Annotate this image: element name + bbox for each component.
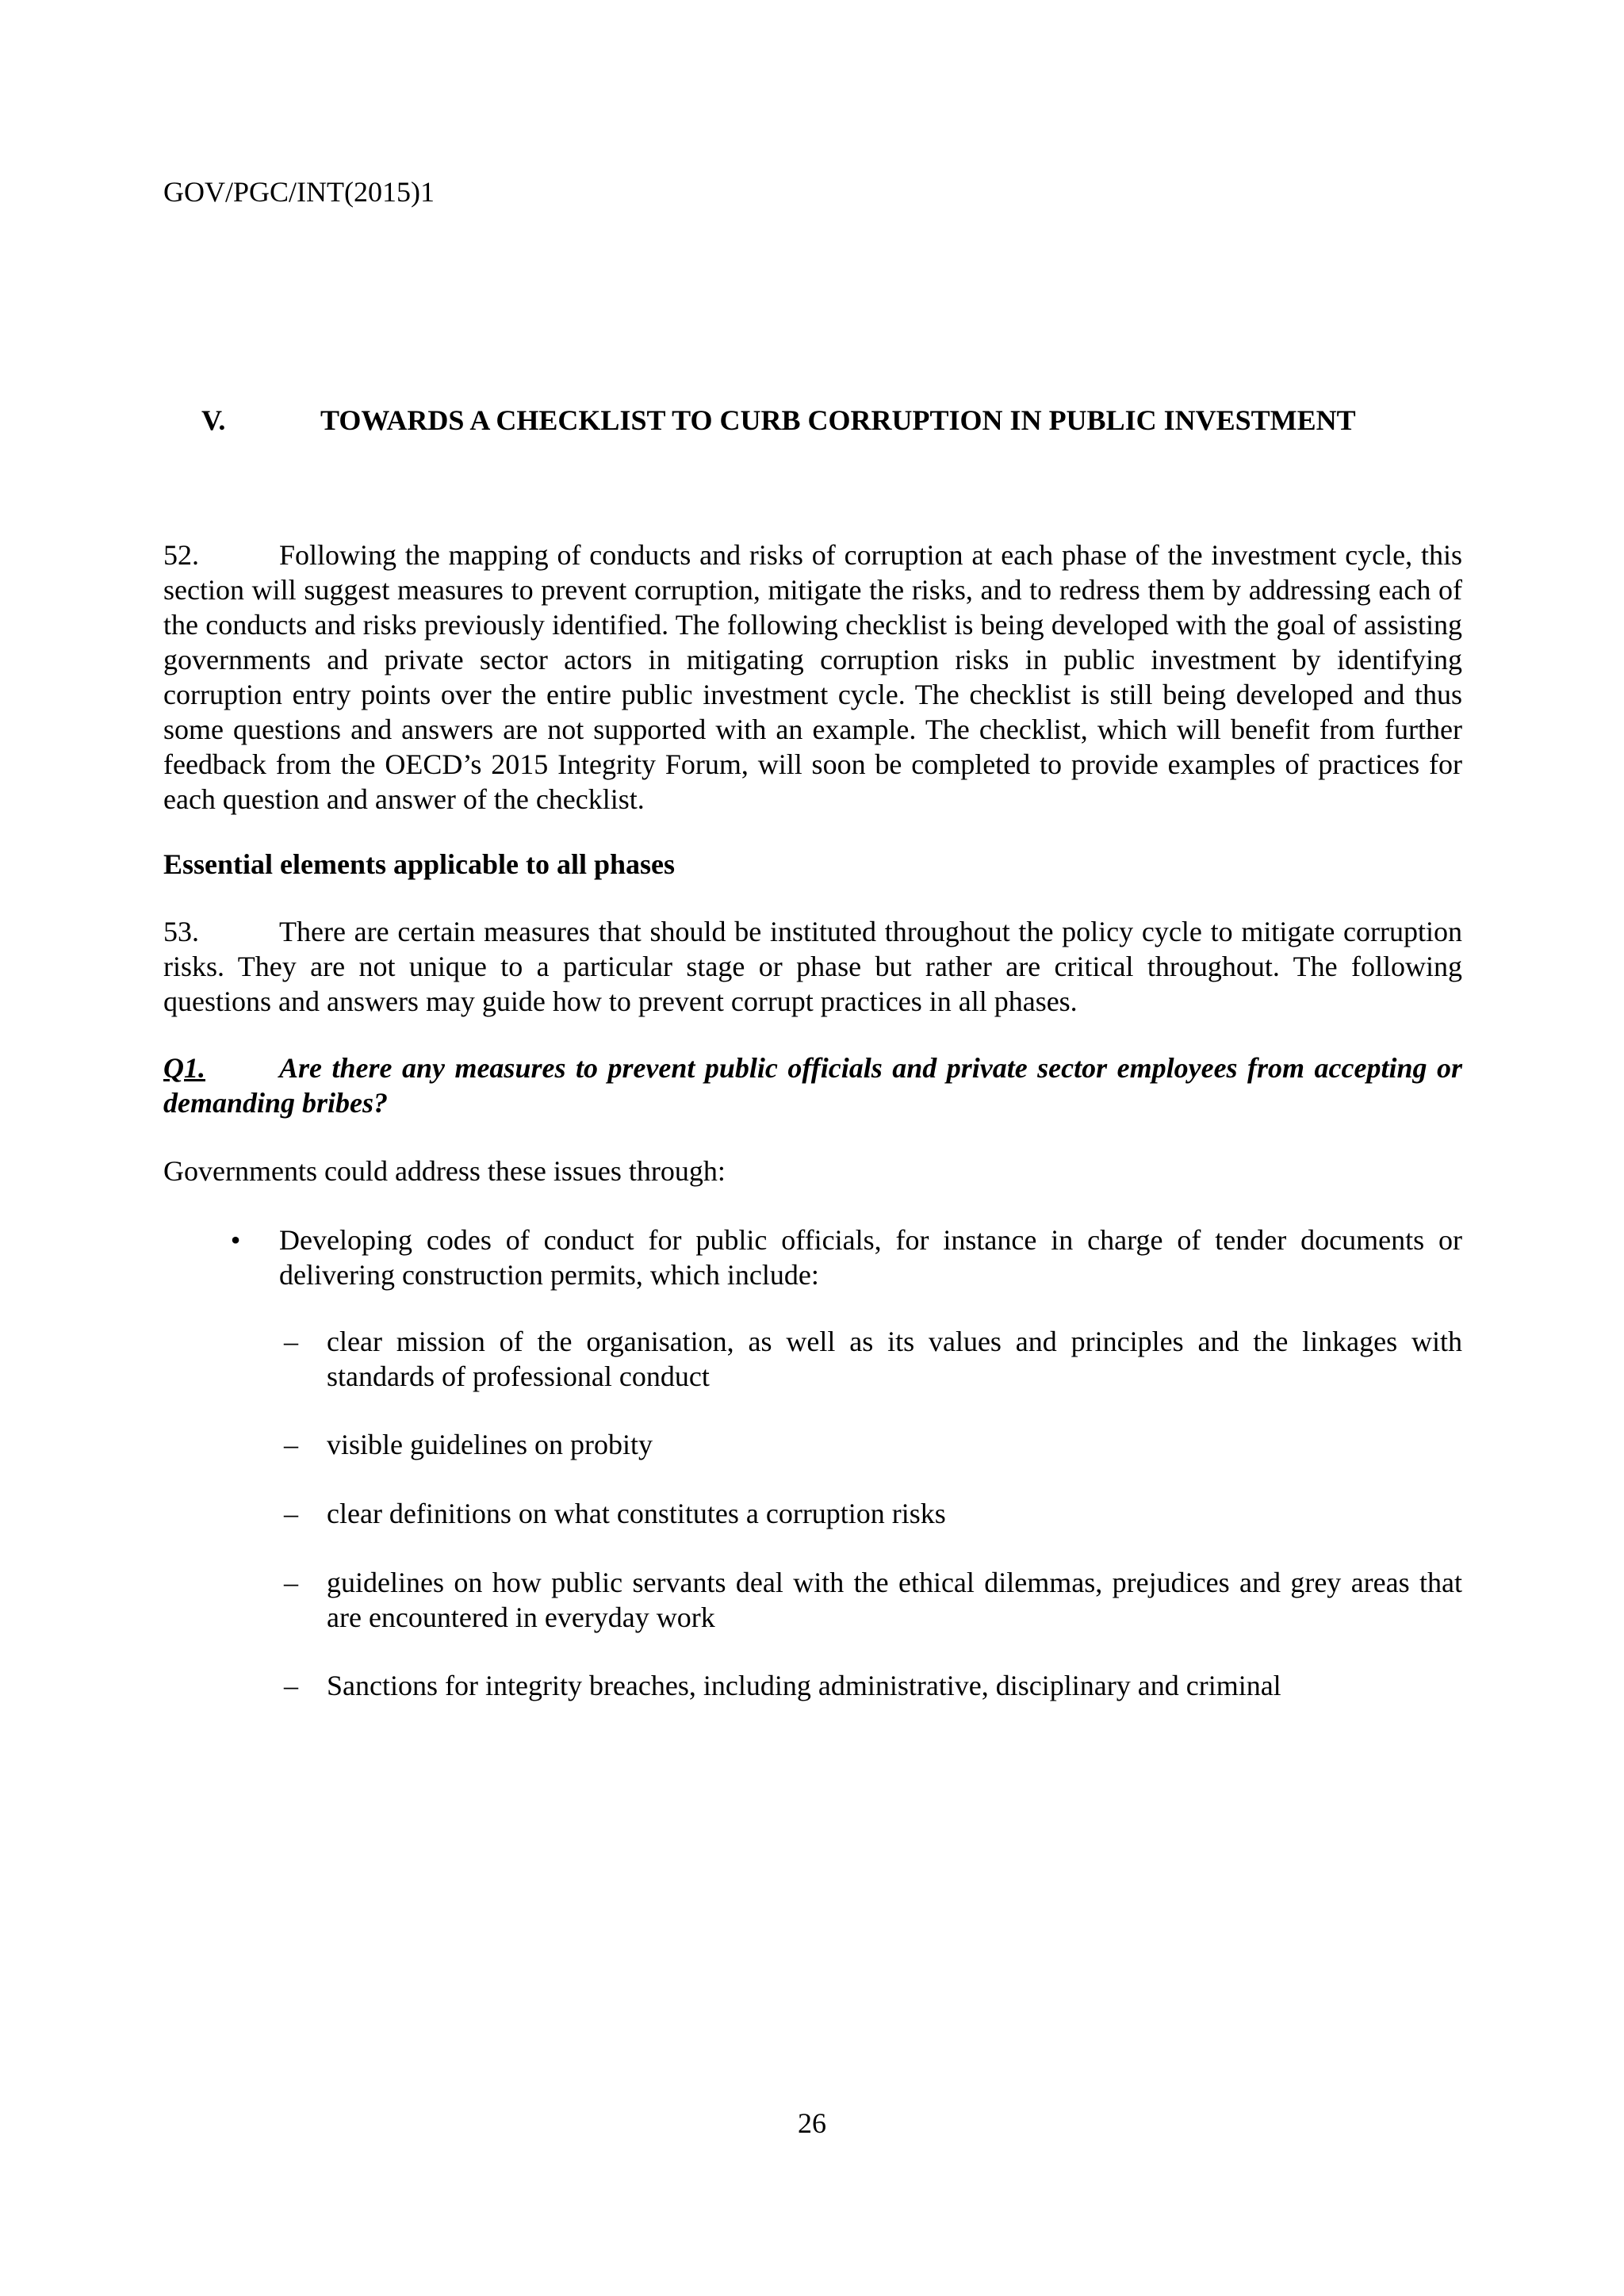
paragraph-text: There are certain measures that should be instituted throughout the policy cycle to mitigate corruption risks. They are not unique to a particular stage or phase but rather are critical throughout. The following questions and answers may guide how to prevent corrupt practices in all phases. bbox=[163, 916, 1462, 1017]
document-reference: GOV/PGC/INT(2015)1 bbox=[163, 176, 435, 208]
paragraph-text: Following the mapping of conducts and risks of corruption at each phase of the investment cycle, this section will suggest measures to prevent corruption, mitigate the risks, and to redress them by addressing each of the conducts and risks previously identified. The following checklist is being developed with the goal of assisting governments and private sector actors in mitigating corruption risks in public investment by identifying corruption entry points over the entire public investment cycle. The checklist is still being developed and thus some questions and answers are not supported with an example. The checklist, which will benefit from further feedback from the OECD’s 2015 Integrity Forum, will soon be completed to provide examples of practices for each question and answer of the checklist. bbox=[163, 539, 1462, 815]
question-number: Q1. bbox=[163, 1052, 205, 1084]
section-title: TOWARDS A CHECKLIST TO CURB CORRUPTION IN PUBLIC INVESTMENT bbox=[320, 404, 1356, 436]
question-text: Are there any measures to prevent public officials and private sector employees from accepting or demanding bribes? bbox=[163, 1052, 1462, 1119]
bullet-item bbox=[163, 1223, 1462, 1292]
page-number: 26 bbox=[798, 2107, 826, 2139]
list-item bbox=[163, 1565, 1462, 1635]
dash-icon: – bbox=[284, 1498, 298, 1529]
paragraph-number: 52. bbox=[163, 539, 199, 571]
list-item bbox=[163, 1427, 1462, 1462]
bullet-icon: • bbox=[230, 1224, 241, 1256]
list-item-text: guidelines on how public servants deal with the ethical dilemmas, prejudices and grey areas that are encountered in everyday work bbox=[327, 1567, 1462, 1633]
answer-intro: Governments could address these issues through: bbox=[163, 1155, 726, 1187]
list-item-text: clear definitions on what constitutes a corruption risks bbox=[327, 1498, 946, 1529]
subheading: Essential elements applicable to all phases bbox=[163, 848, 676, 880]
dash-icon: – bbox=[284, 1567, 298, 1598]
paragraph-52 bbox=[163, 538, 1462, 817]
list-item-text: Sanctions for integrity breaches, including administrative, disciplinary and criminal bbox=[327, 1670, 1281, 1701]
section-number: V. bbox=[201, 404, 226, 436]
dash-icon: – bbox=[284, 1326, 298, 1357]
list-item bbox=[163, 1324, 1462, 1394]
dash-icon: – bbox=[284, 1670, 298, 1701]
dash-icon: – bbox=[284, 1429, 298, 1460]
question-q1 bbox=[163, 1050, 1462, 1120]
paragraph-number: 53. bbox=[163, 916, 199, 947]
bullet-text: Developing codes of conduct for public officials, for instance in charge of tender documents or delivering construction permits, which include: bbox=[279, 1224, 1462, 1291]
paragraph-53 bbox=[163, 914, 1462, 1019]
list-item bbox=[163, 1496, 1462, 1531]
list-item-text: clear mission of the organisation, as well as its values and principles and the linkages with standards of professional conduct bbox=[327, 1326, 1462, 1392]
list-item-text: visible guidelines on probity bbox=[327, 1429, 653, 1460]
list-item bbox=[163, 1668, 1462, 1703]
